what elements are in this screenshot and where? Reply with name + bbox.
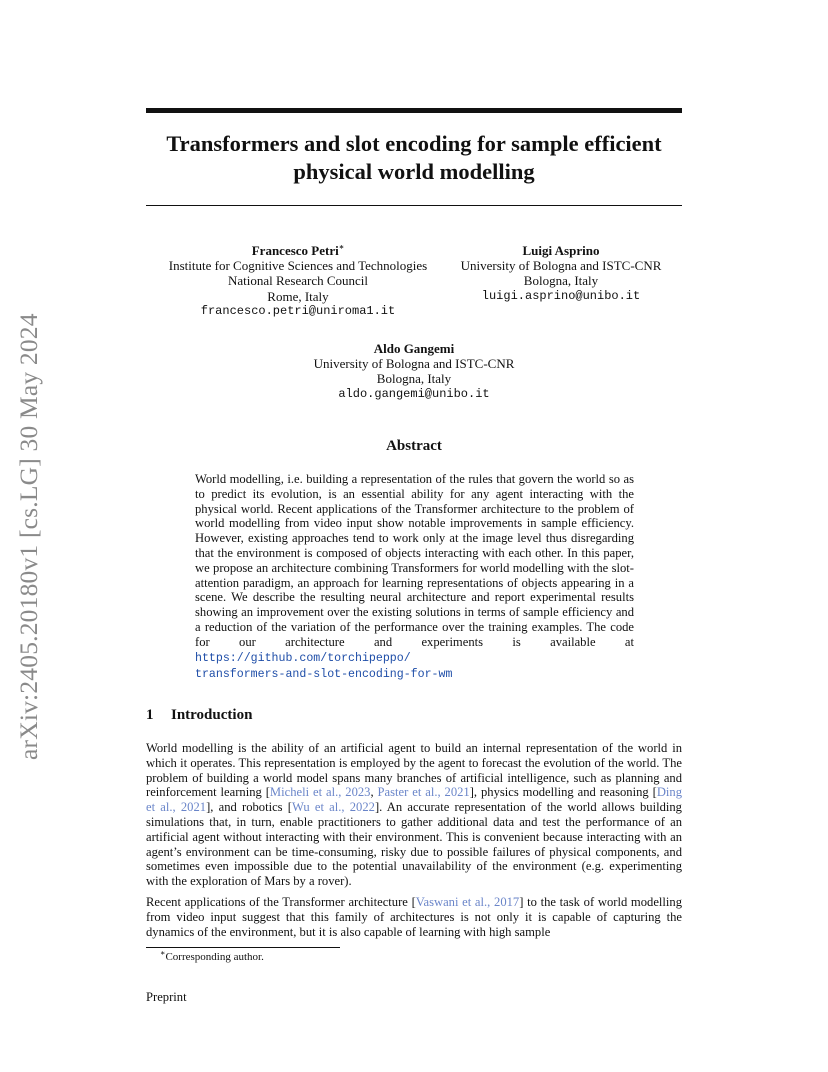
footnote xyxy=(160,948,264,963)
title-top-rule xyxy=(146,108,682,113)
author-affiliation: University of Bologna and ISTC-CNR xyxy=(313,356,515,372)
citation-link[interactable]: Vaswani et al., 2017 xyxy=(415,895,520,909)
author-affiliation: Bologna, Italy xyxy=(523,273,599,289)
citation-link[interactable]: Micheli et al., 2023 xyxy=(269,785,371,800)
abstract-heading: Abstract xyxy=(386,438,442,454)
intro-paragraph-2: Recent applications of the Transformer architecture [Vaswani et al., 2017] to the task of world modelling from video input suggest that this family of architectures is not only it is capable of capturing the dynamics of the environment, but it is also capable of learning with high sample xyxy=(146,895,683,939)
author-email[interactable]: aldo.gangemi@unibo.it xyxy=(338,386,490,401)
title-line-1: Transformers and slot encoding for sample efficient xyxy=(166,131,662,156)
paper-title xyxy=(146,130,682,186)
section-title: Introduction xyxy=(171,707,253,723)
author-block-asprino xyxy=(450,243,672,304)
code-repository-link[interactable]: https://github.com/torchipeppo/ transformers-and-slot-encoding-for-wm xyxy=(195,651,453,682)
author-affiliation: Rome, Italy xyxy=(267,288,329,304)
section-number: 1 xyxy=(146,707,154,723)
section-heading-introduction xyxy=(146,707,252,724)
citation-link[interactable]: Paster et al., 2021 xyxy=(377,785,470,800)
footnote-marker: ∗ xyxy=(160,948,166,958)
author-block-gangemi xyxy=(284,341,544,402)
footnote-rule xyxy=(146,947,340,948)
abstract-body xyxy=(195,472,634,683)
corresponding-author-marker: ∗ xyxy=(338,242,345,252)
author-affiliation: National Research Council xyxy=(227,273,369,289)
arxiv-identifier-stamp: arXiv:2405.20180v1 [cs.LG] 30 May 2024 xyxy=(14,313,43,760)
author-name: Luigi Asprino xyxy=(522,243,600,258)
author-affiliation: Institute for Cognitive Sciences and Technologies xyxy=(168,258,428,274)
author-affiliation: Bologna, Italy xyxy=(376,371,452,387)
citation-link[interactable]: Wu et al., 2022 xyxy=(291,800,375,815)
footer-preprint-label: Preprint xyxy=(146,990,187,1004)
title-bottom-rule xyxy=(146,205,682,206)
intro-paragraph-1: World modelling is the ability of an artificial agent to build an internal representation of the world in which it operates. This representation is employed by the agent to forecast the evolution of the world. The problem of building a world model spans many branches of artificial intelligence, such as planning and reinforcement learning [Micheli et al., 2023, Paster et al., 2021], physics modelling and reasoning [Ding et al., 2021], and robotics [Wu et al., 2022]. An accurate representation of the world allows building simulations that, in turn, enable practitioners to gather additional data and test the performance of an artificial agent without interacting with their environment. This is convenient because interacting with an agent’s environment can be time-consuming, risky due to possible failures of physical components, and sometimes even impossible due to the potential unavailability of the environment (e.g. experimenting with the exploration of Mars by a rover). xyxy=(146,741,682,889)
author-email[interactable]: francesco.petri@uniroma1.it xyxy=(200,303,396,318)
author-name: Aldo Gangemi xyxy=(373,341,455,356)
footnote-text: Corresponding author. xyxy=(165,951,264,963)
author-name: Francesco Petri∗ xyxy=(251,242,345,258)
author-affiliation: University of Bologna and ISTC-CNR xyxy=(460,258,662,274)
author-email[interactable]: luigi.asprino@unibo.it xyxy=(481,288,641,303)
abstract-text: World modelling, i.e. building a representation of the rules that govern the world so as to predict its evolution, is an essential ability for any agent interacting with the physical world. Recent applications of the Transformer architecture to the problem of world modelling from video input show notable improvements in sample efficiency. However, existing approaches tend to work only at the image level thus disregarding that the environment is composed of objects interacting with each other. In this paper, we propose an architecture combining Transformers for world modelling with the slot-attention paradigm, an approach for learning representations of objects appearing in a scene. We describe the resulting neural architecture and report experimental results showing an improvement over the existing solutions in terms of sample efficiency and a reduction of the variation of the performance over the training examples. The code for our architecture and experiments is available at xyxy=(195,472,634,649)
citation-link[interactable]: Ding et al., 2021 xyxy=(146,785,682,815)
author-block-petri xyxy=(156,243,440,319)
title-line-2: physical world modelling xyxy=(293,159,535,184)
